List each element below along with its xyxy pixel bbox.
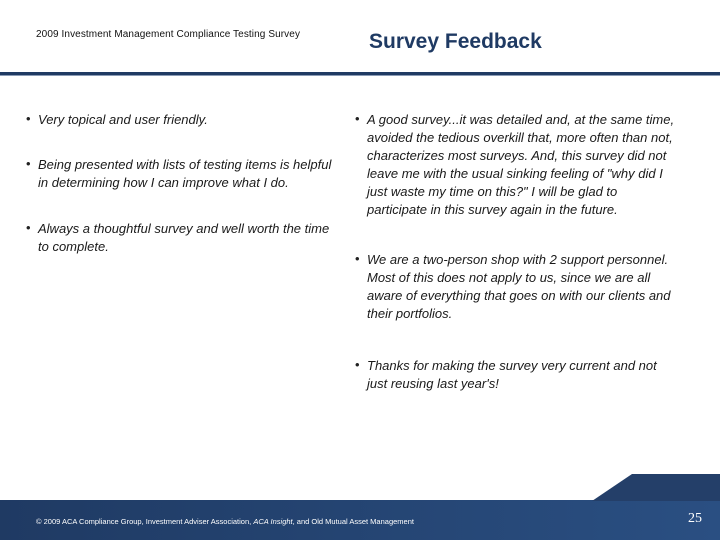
list-item: [26, 220, 336, 256]
list-item: [26, 111, 336, 129]
copyright-text: [36, 517, 414, 526]
copyright-prefix: © 2009 ACA Compliance Group, Investment Adviser Association,: [36, 517, 254, 526]
bullet-icon: •: [26, 156, 31, 171]
survey-name: 2009 Investment Management Compliance Testing Survey: [36, 29, 301, 40]
list-item: [355, 111, 675, 219]
list-item-text: Very topical and user friendly.: [38, 112, 208, 127]
list-item: [26, 156, 336, 192]
copyright-publication: ACA Insight: [253, 517, 293, 526]
list-item-text: Thanks for making the survey very current and not just reusing last year's!: [367, 358, 657, 391]
page-number: 25: [688, 511, 702, 526]
list-item: [355, 251, 675, 323]
list-item-text: A good survey...it was detailed and, at the same time, avoided the tedious overkill that, more often than not, characterizes most surveys. And, this survey did not leave me with the usual sinking feeling of "why did I just waste my time on this?" I will be glad to participate in this survey again in the future.: [367, 112, 675, 217]
bullet-icon: •: [26, 111, 31, 126]
right-column: [355, 111, 675, 393]
left-column: [26, 111, 336, 256]
page-title: Survey Feedback: [369, 30, 542, 53]
bullet-icon: •: [26, 220, 31, 235]
list-item-text: Being presented with lists of testing items is helpful in determining how I can improve what I do.: [38, 157, 332, 190]
list-item: [355, 357, 675, 393]
copyright-suffix: , and Old Mutual Asset Management: [292, 517, 414, 526]
header-divider: [0, 72, 720, 75]
list-item-text: Always a thoughtful survey and well worth the time to complete.: [38, 221, 330, 254]
bullet-icon: •: [355, 111, 360, 126]
bullet-icon: •: [355, 357, 360, 372]
footer-slope: [0, 474, 720, 501]
list-item-text: We are a two-person shop with 2 support personnel. Most of this does not apply to us, since we are all aware of everything that goes on with our clients and their portfolios.: [367, 252, 671, 321]
bullet-icon: •: [355, 251, 360, 266]
